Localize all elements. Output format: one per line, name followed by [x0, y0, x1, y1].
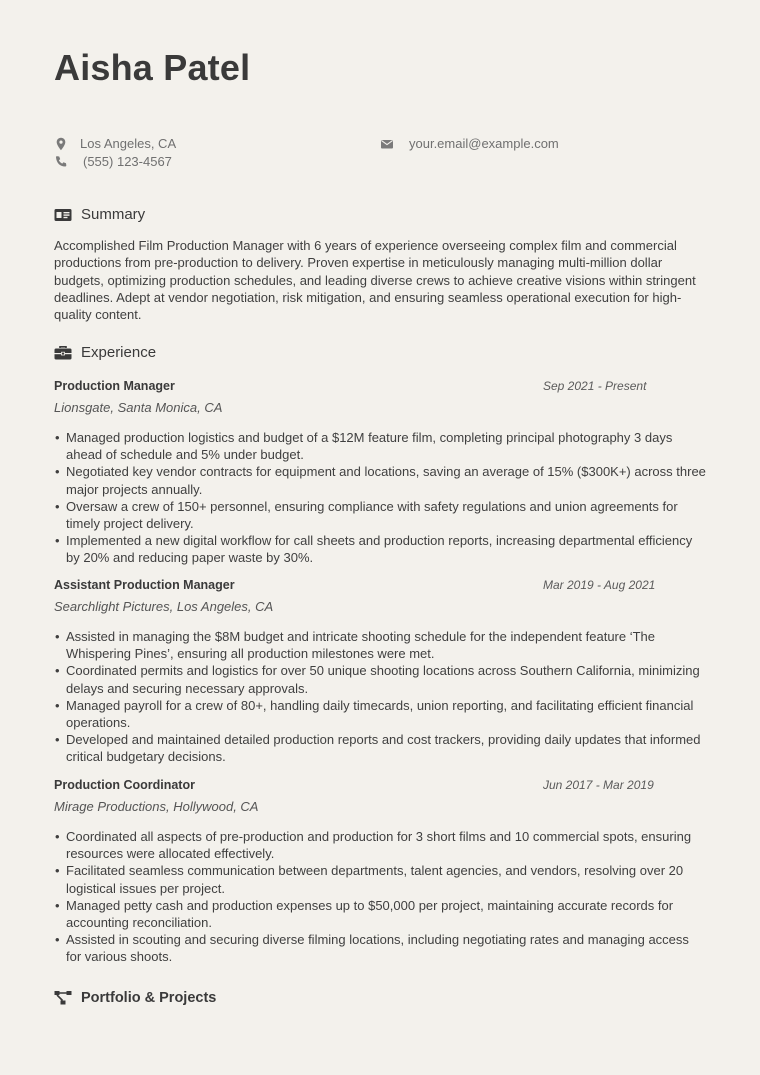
job-bullet: • Coordinated permits and logistics for over 50 unique shooting locations across Southern California, minimizing delays and securing necessary approvals. — [54, 662, 706, 696]
phone-text: (555) 123-4567 — [83, 154, 172, 169]
job-title: Production Manager — [54, 379, 175, 393]
experience-heading-text: Experience — [81, 344, 157, 361]
job-bullets — [54, 828, 706, 966]
contact-location — [54, 135, 176, 153]
job-bullets — [54, 628, 706, 766]
email-text: your.email@example.com — [409, 136, 559, 151]
job-dates: Jun 2017 - Mar 2019 — [543, 778, 654, 792]
job-bullet: • Assisted in managing the $8M budget and intricate shooting schedule for the independent feature ‘The Whispering Pines’, ensuring all production milestones were met. — [54, 628, 706, 662]
summary-text: Accomplished Film Production Manager with 6 years of experience overseeing complex film and commercial productions from pre-production to delivery. Proven expertise in meticulously managing multi-million dollar budgets, optimizing production schedules, and leading diverse crews to achieve creative visions within stringent deadlines. Adept at vendor negotiation, risk mitigation, and ensuring seamless operational execution for high-quality content. — [54, 238, 696, 323]
job-bullet: • Oversaw a crew of 150+ personnel, ensuring compliance with safety regulations and union agreements for timely project delivery. — [54, 498, 706, 532]
job-bullet: • Coordinated all aspects of pre-production and production for 3 short films and 10 commercial spots, ensuring resources were allocated effectively. — [54, 828, 706, 862]
job-bullet: • Developed and maintained detailed production reports and cost trackers, providing daily updates that informed critical budgetary decisions. — [54, 731, 706, 765]
id-card-icon — [54, 207, 72, 223]
job-bullet: • Managed petty cash and production expenses up to $50,000 per project, maintaining accurate records for accounting reconciliation. — [54, 897, 706, 931]
project-diagram-icon — [54, 990, 72, 1006]
job-bullet: • Negotiated key vendor contracts for equipment and locations, saving an average of 15% ($300K+) across three major projects annually. — [54, 463, 706, 497]
job-bullet: • Managed payroll for a crew of 80+, handling daily timecards, union reporting, and facilitating efficient financial operations. — [54, 697, 706, 731]
briefcase-icon — [54, 345, 72, 361]
job-dates: Mar 2019 - Aug 2021 — [543, 578, 656, 592]
job-company: Lionsgate, Santa Monica, CA — [54, 400, 223, 415]
job-title: Assistant Production Manager — [54, 578, 235, 592]
experience-heading — [54, 344, 156, 362]
job-bullet: • Managed production logistics and budget of a $12M feature film, completing principal photography 3 days ahead of schedule and 5% under budget. — [54, 429, 706, 463]
contact-email — [380, 135, 559, 153]
job-dates: Sep 2021 - Present — [543, 379, 647, 393]
job-bullet: • Assisted in scouting and securing diverse filming locations, including negotiating rates and managing access for various shoots. — [54, 931, 706, 965]
map-pin-icon — [54, 137, 68, 151]
candidate-name: Aisha Patel — [54, 47, 251, 88]
contact-phone — [54, 153, 172, 171]
portfolio-heading-text: Portfolio & Projects — [81, 990, 217, 1006]
job-title: Production Coordinator — [54, 778, 195, 792]
location-text: Los Angeles, CA — [80, 136, 177, 151]
job-bullets — [54, 429, 706, 567]
summary-heading-text: Summary — [81, 206, 146, 223]
envelope-icon — [380, 137, 394, 151]
job-bullet: • Implemented a new digital workflow for call sheets and production reports, increasing departmental efficiency by 20% and reducing paper waste by 30%. — [54, 532, 706, 566]
job-company: Mirage Productions, Hollywood, CA — [54, 799, 259, 814]
summary-heading — [54, 206, 145, 224]
job-bullet: • Facilitated seamless communication between departments, talent agencies, and vendors, resolving over 20 logistical issues per project. — [54, 862, 706, 896]
portfolio-heading — [54, 989, 216, 1007]
job-company: Searchlight Pictures, Los Angeles, CA — [54, 599, 274, 614]
phone-icon — [54, 155, 68, 169]
